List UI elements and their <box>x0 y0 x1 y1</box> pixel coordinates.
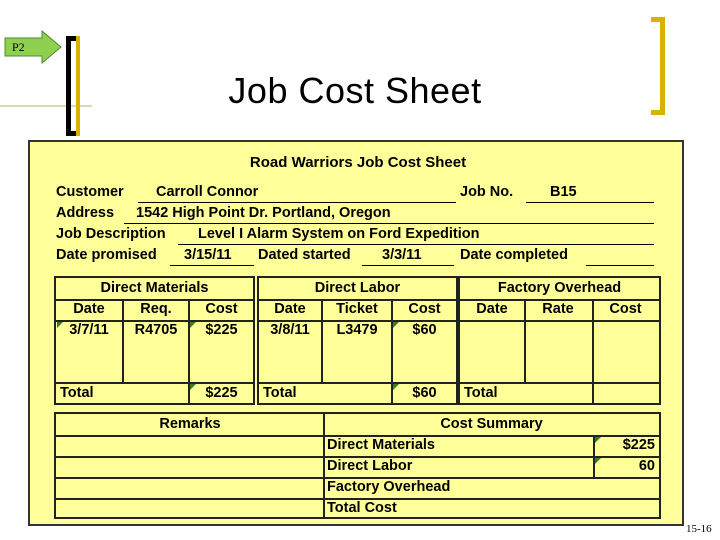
dm-row-cost: $225 <box>205 322 238 338</box>
date-started-label: Dated started <box>258 247 351 263</box>
address-value: 1542 High Point Dr. Portland, Oregon <box>124 205 654 224</box>
dl-row-cost: $60 <box>412 322 437 338</box>
dm-col-cost: Cost <box>205 301 238 317</box>
direct-labor-table <box>257 276 458 405</box>
dm-row-req: R4705 <box>134 322 178 338</box>
fo-col-date: Date <box>476 301 508 317</box>
dl-row-date: 3/8/11 <box>270 322 310 338</box>
dl-total-label: Total <box>263 385 297 401</box>
date-started-value: 3/3/11 <box>362 247 454 266</box>
direct-labor-header: Direct Labor <box>314 280 401 296</box>
fo-total-label: Total <box>464 385 498 401</box>
cs-direct-labor-value: 60 <box>638 458 655 474</box>
cs-direct-materials-label: Direct Materials <box>327 437 435 453</box>
cs-direct-labor-label: Direct Labor <box>327 458 413 474</box>
factory-overhead-table <box>458 276 661 405</box>
factory-overhead-header: Factory Overhead <box>497 280 622 296</box>
job-description-label: Job Description <box>56 226 166 242</box>
page-number: 15-16 <box>686 523 712 535</box>
fo-col-cost: Cost <box>609 301 642 317</box>
customer-value: Carroll Connor <box>138 184 456 203</box>
dl-col-cost: Cost <box>408 301 441 317</box>
date-promised-label: Date promised <box>56 247 157 263</box>
dl-total-value: $60 <box>412 385 437 401</box>
dm-row-date: 3/7/11 <box>69 322 109 338</box>
slide-tag: P2 <box>12 40 25 54</box>
cost-summary-header: Cost Summary <box>440 416 543 432</box>
job-description-value: Level I Alarm System on Ford Expedition <box>178 226 654 245</box>
job-cost-sheet <box>28 140 684 526</box>
date-completed-label: Date completed <box>460 247 568 263</box>
dm-col-req: Req. <box>140 301 172 317</box>
cs-factory-overhead-label: Factory Overhead <box>327 479 451 495</box>
date-completed-value <box>586 247 654 266</box>
direct-materials-table <box>54 276 255 405</box>
date-promised-value: 3/15/11 <box>170 247 254 266</box>
page-title: Job Cost Sheet <box>228 70 482 111</box>
cs-total-cost-label: Total Cost <box>327 500 397 516</box>
dl-col-date: Date <box>274 301 306 317</box>
address-label: Address <box>56 205 115 221</box>
customer-label: Customer <box>56 184 124 200</box>
dl-row-ticket: L3479 <box>336 322 378 338</box>
dl-col-ticket: Ticket <box>336 301 378 317</box>
job-no-label: Job No. <box>460 184 514 200</box>
direct-materials-header: Direct Materials <box>100 280 209 296</box>
remarks-header: Remarks <box>159 416 221 432</box>
fo-col-rate: Rate <box>542 301 574 317</box>
cs-direct-materials-value: $225 <box>622 437 655 453</box>
dm-col-date: Date <box>73 301 105 317</box>
remarks-summary-table <box>54 412 661 519</box>
dm-total-value: $225 <box>205 385 238 401</box>
dm-total-label: Total <box>60 385 94 401</box>
job-no-value: B15 <box>526 184 654 203</box>
sheet-title: Road Warriors Job Cost Sheet <box>249 154 467 171</box>
